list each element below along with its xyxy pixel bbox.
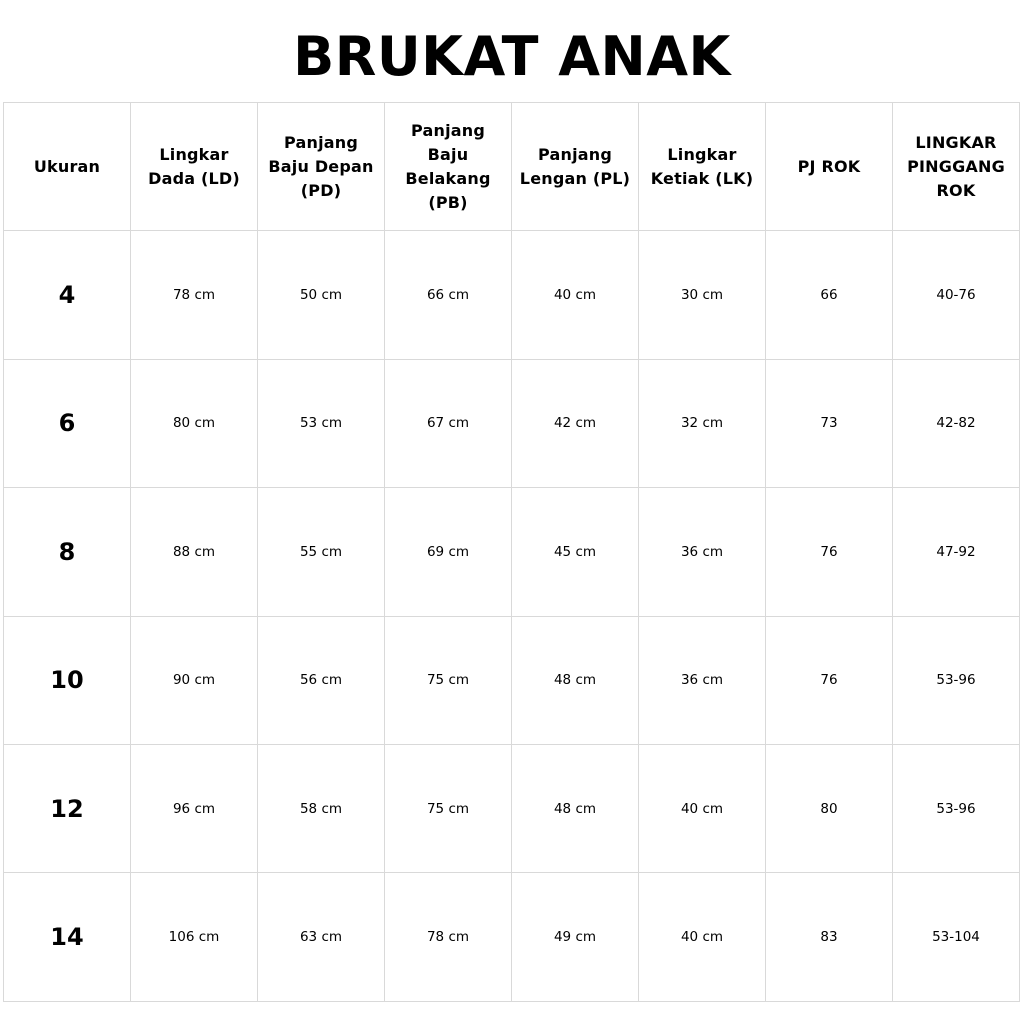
table-cell: 53-96 <box>893 616 1020 744</box>
table-cell: 53-104 <box>893 873 1020 1001</box>
header-lingkar-ketiak: Lingkar Ketiak (LK) <box>639 103 766 231</box>
table-cell: 53-96 <box>893 744 1020 872</box>
table-cell: 40 cm <box>639 873 766 1001</box>
table-cell: 53 cm <box>258 359 385 487</box>
table-cell: 78 cm <box>131 231 258 359</box>
table-cell: 49 cm <box>512 873 639 1001</box>
table-row <box>4 873 1020 1001</box>
table-cell: 47-92 <box>893 488 1020 616</box>
header-pj-rok: PJ ROK <box>766 103 893 231</box>
table-cell: 55 cm <box>258 488 385 616</box>
size-cell: 12 <box>4 744 131 872</box>
table-cell: 58 cm <box>258 744 385 872</box>
table-row <box>4 744 1020 872</box>
table-cell: 76 <box>766 488 893 616</box>
header-row <box>4 103 1020 231</box>
table-cell: 48 cm <box>512 616 639 744</box>
table-header <box>4 103 1020 231</box>
table-cell: 42-82 <box>893 359 1020 487</box>
size-cell: 10 <box>4 616 131 744</box>
table-cell: 75 cm <box>385 616 512 744</box>
table-cell: 40 cm <box>512 231 639 359</box>
table-cell: 40-76 <box>893 231 1020 359</box>
table-cell: 88 cm <box>131 488 258 616</box>
table-row <box>4 359 1020 487</box>
table-cell: 32 cm <box>639 359 766 487</box>
table-cell: 66 cm <box>385 231 512 359</box>
table-row <box>4 231 1020 359</box>
table-cell: 66 <box>766 231 893 359</box>
table-cell: 42 cm <box>512 359 639 487</box>
table-cell: 80 cm <box>131 359 258 487</box>
table-cell: 90 cm <box>131 616 258 744</box>
header-panjang-lengan: Panjang Lengan (PL) <box>512 103 639 231</box>
table-cell: 36 cm <box>639 616 766 744</box>
table-cell: 106 cm <box>131 873 258 1001</box>
table-cell: 69 cm <box>385 488 512 616</box>
table-cell: 67 cm <box>385 359 512 487</box>
header-panjang-baju-depan: Panjang Baju Depan (PD) <box>258 103 385 231</box>
size-chart-table <box>3 102 1020 1002</box>
table-cell: 78 cm <box>385 873 512 1001</box>
table-cell: 36 cm <box>639 488 766 616</box>
table-cell: 50 cm <box>258 231 385 359</box>
header-lingkar-pinggang-rok: LINGKAR PINGGANG ROK <box>893 103 1020 231</box>
table-cell: 80 <box>766 744 893 872</box>
table-cell: 56 cm <box>258 616 385 744</box>
table-cell: 40 cm <box>639 744 766 872</box>
table-cell: 63 cm <box>258 873 385 1001</box>
table-cell: 73 <box>766 359 893 487</box>
table-cell: 45 cm <box>512 488 639 616</box>
header-ukuran: Ukuran <box>4 103 131 231</box>
table-cell: 96 cm <box>131 744 258 872</box>
table-cell: 75 cm <box>385 744 512 872</box>
header-lingkar-dada: Lingkar Dada (LD) <box>131 103 258 231</box>
table-row <box>4 488 1020 616</box>
size-cell: 14 <box>4 873 131 1001</box>
table-row <box>4 616 1020 744</box>
table-cell: 48 cm <box>512 744 639 872</box>
size-cell: 4 <box>4 231 131 359</box>
table-cell: 30 cm <box>639 231 766 359</box>
table-cell: 83 <box>766 873 893 1001</box>
size-cell: 6 <box>4 359 131 487</box>
page-title: BRUKAT ANAK <box>293 25 731 88</box>
table-cell: 76 <box>766 616 893 744</box>
table-body <box>4 231 1020 1001</box>
size-cell: 8 <box>4 488 131 616</box>
header-panjang-baju-belakang: Panjang Baju Belakang (PB) <box>385 103 512 231</box>
